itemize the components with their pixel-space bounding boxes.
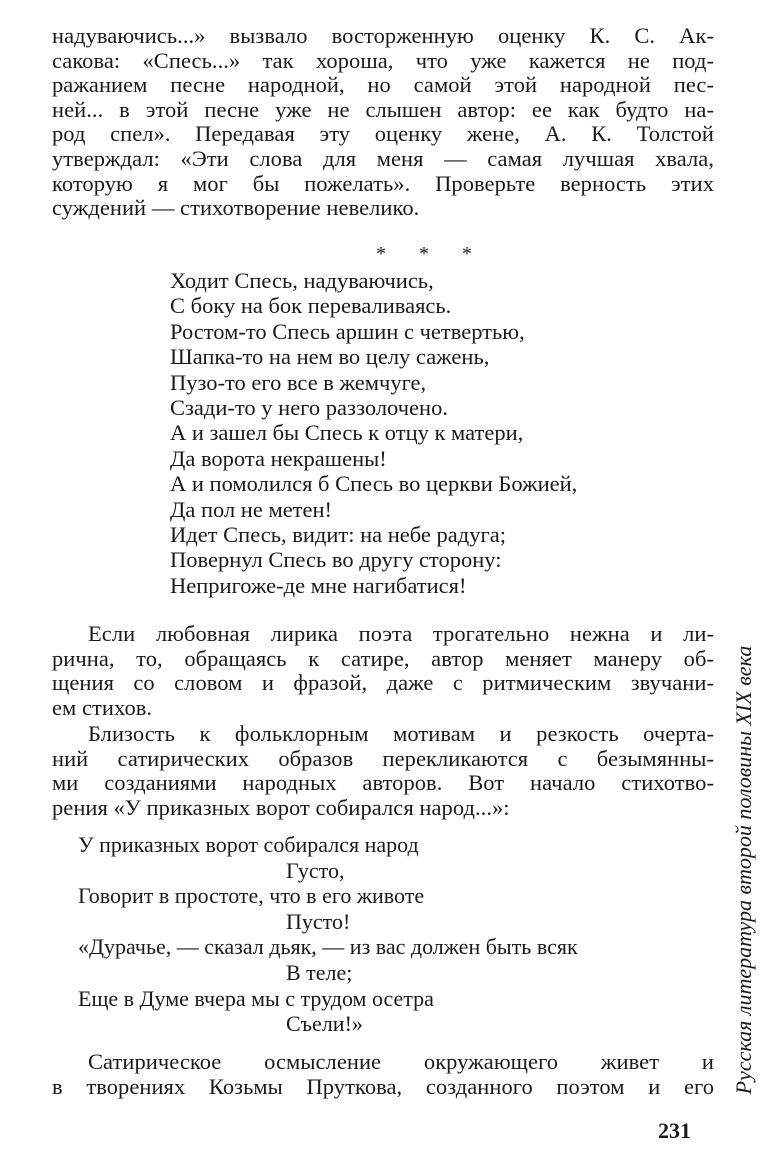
- text-line: ней... в этой песне уже не слышен автор: ее как будто на-: [52, 96, 714, 122]
- poem-prikaznye-vorota: [78, 832, 578, 1037]
- poem-line: Шапка-то на нем во целу сажень,: [170, 344, 490, 370]
- poem-line: Съели!»: [286, 1011, 363, 1037]
- poem-line: «Дурачье, — сказал дьяк, — из вас должен быть всяк: [78, 934, 578, 960]
- poem-line: Идет Спесь, видит: на небе радуга;: [170, 522, 506, 548]
- poem-line: А и зашел бы Спесь к отцу к матери,: [170, 420, 524, 446]
- text-line: которую я мог бы пожелать». Проверьте верность этих: [52, 170, 714, 196]
- page-number: 231: [658, 1118, 691, 1143]
- text-line: Сатирическое осмысление окружающего живет и: [88, 1049, 714, 1074]
- poem-line: Густо,: [286, 857, 345, 883]
- text-line: сакова: «Спесь...» так хороша, что уже кажется не под-: [52, 47, 714, 73]
- poem-line: Говорит в простоте, что в его животе: [78, 883, 425, 909]
- poem-line: Да ворота некрашены!: [170, 445, 387, 471]
- poem-line: Ходит Спесь, надуваючись,: [170, 268, 434, 293]
- poem-line: Ростом-то Спесь аршин с четвертью,: [170, 318, 525, 344]
- poem-line: В теле;: [286, 959, 353, 985]
- poem-line: С боку на бок переваливаясь.: [170, 293, 452, 319]
- intro-paragraph: [52, 24, 714, 221]
- poem-line: А и помолился б Спесь во церкви Божией,: [170, 471, 578, 497]
- text-line: ем стихов.: [52, 694, 153, 720]
- running-head-sidebar: [728, 590, 760, 1150]
- poem-line: Сзади-то у него раззолочено.: [170, 395, 448, 421]
- text-line: в творениях Козьмы Пруткова, созданного поэтом и его: [52, 1073, 714, 1099]
- section-title: Русская литература второй половины XIX века: [731, 645, 756, 1095]
- poem-line: Да пол не метен!: [170, 496, 333, 522]
- text-line: рична, то, обращаясь к сатире, автор меняет манеру об-: [52, 645, 714, 671]
- poem-line: Повернул Спесь во другу сторону:: [170, 547, 502, 573]
- paragraph-folklore: [52, 722, 714, 820]
- text-line: Если любовная лирика поэта трогательно нежна и ли-: [88, 621, 714, 646]
- text-line: род спел». Передавая эту оценку жене, А. К. Толстой: [52, 121, 714, 147]
- text-line: щения со словом и фразой, даже с ритмическим звучани-: [52, 670, 714, 696]
- poem-spes: [170, 268, 577, 598]
- poem-line: Пузо-то его все в жемчуге,: [170, 369, 427, 395]
- text-line: суждений — стихотворение невелико.: [52, 195, 420, 221]
- paragraph-lyric: [52, 622, 714, 720]
- text-line: утверждал: «Эти слова для меня — самая лучшая хвала,: [52, 145, 714, 171]
- poem-line: Пусто!: [286, 908, 351, 934]
- text-line: ражанием песне народной, но самой этой народной пес-: [52, 72, 714, 98]
- text-line: надуваючись...» вызвало восторженную оценку К. С. Ак-: [52, 23, 714, 48]
- text-line: ний сатирических образов перекликаются с безымянны-: [52, 745, 714, 771]
- text-line: Близость к фольклорным мотивам и резкость очерта-: [88, 721, 714, 746]
- section-separator: * * *: [376, 243, 486, 265]
- text-line: рения «У приказных ворот собирался народ...»:: [52, 794, 510, 820]
- paragraph-prutkov: [52, 1050, 714, 1099]
- text-line: ми созданиями народных авторов. Вот начало стихотво-: [52, 770, 714, 796]
- poem-line: Непригоже-де мне нагибатися!: [170, 572, 467, 598]
- poem-line: У приказных ворот собирался народ: [78, 832, 419, 857]
- poem-line: Еще в Думе вчера мы с трудом осетра: [78, 985, 434, 1011]
